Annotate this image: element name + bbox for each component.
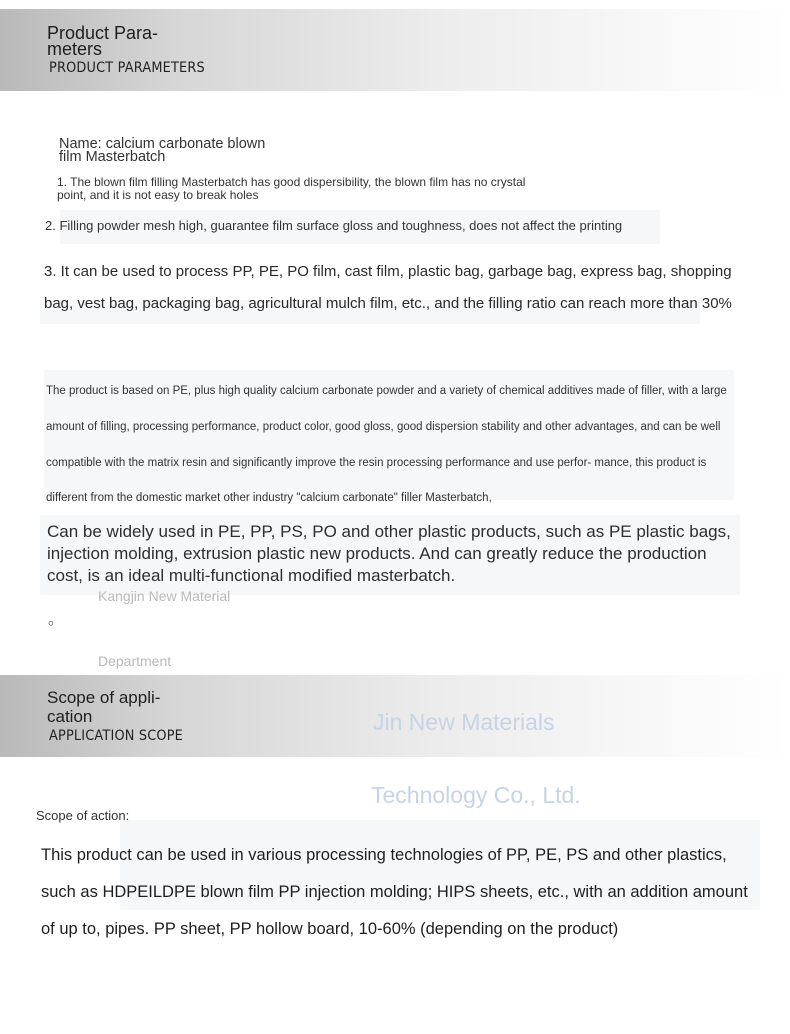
section-banner-product-parameters bbox=[0, 9, 790, 91]
section-subtitle: APPLICATION SCOPE bbox=[49, 728, 184, 744]
product-usage: Can be widely used in PE, PP, PS, PO and other plastic products, such as PE plastic bags, injection molding, extrusion plastic new products. And can greatly reduce the production cost, is an ideal multi-functional modified masterbatch. bbox=[47, 522, 731, 585]
bullet-mark: 。 bbox=[48, 611, 65, 628]
feature-point-3: 3. It can be used to process PP, PE, PO film, cast film, plastic bag, garbage bag, express bag, shopping bag, vest bag, packaging bag, agricultural mulch film, etc., and the filling ratio can reach more than 30% bbox=[44, 263, 732, 312]
section-title: Scope of appli- cation bbox=[47, 688, 161, 726]
watermark-department: Department bbox=[98, 653, 172, 669]
scope-label: Scope of action: bbox=[36, 808, 130, 823]
section-title: Product Para- meters bbox=[47, 23, 159, 59]
watermark-company-name: Kangjin New Material bbox=[98, 588, 231, 604]
feature-point-1: 1. The blown film filling Masterbatch has good dispersibility, the blown film has no crystal point, and it is not easy to break holes bbox=[57, 175, 526, 202]
watermark-new-materials: Jin New Materials bbox=[373, 709, 555, 735]
feature-point-2: 2. Filling powder mesh high, guarantee film surface gloss and toughness, does not affect the printing bbox=[45, 218, 623, 233]
watermark-technology: Technology Co., Ltd. bbox=[371, 782, 581, 808]
section-subtitle: PRODUCT PARAMETERS bbox=[49, 60, 205, 76]
scope-text: This product can be used in various processing technologies of PP, PE, PS and other plastics, such as HDPEILDPE blown film PP injection molding; HIPS sheets, etc., with an addition amount of up to, pipes. PP sheet, PP hollow board, 10-60% (depending on the product) bbox=[41, 846, 748, 938]
product-description: The product is based on PE, plus high quality calcium carbonate powder and a variety of chemical additives made of filler, with a large amount of filling, processing performance, product color, good gloss, good dispersion stability and other advantages, and can be well compatible with the matrix resin and significantly improve the resin processing performance and use perfor- mance, this product is different from the domestic market other industry "calcium carbonate" filler Masterbatch, bbox=[46, 385, 727, 505]
product-name: Name: calcium carbonate blown film Masterbatch bbox=[59, 136, 266, 165]
